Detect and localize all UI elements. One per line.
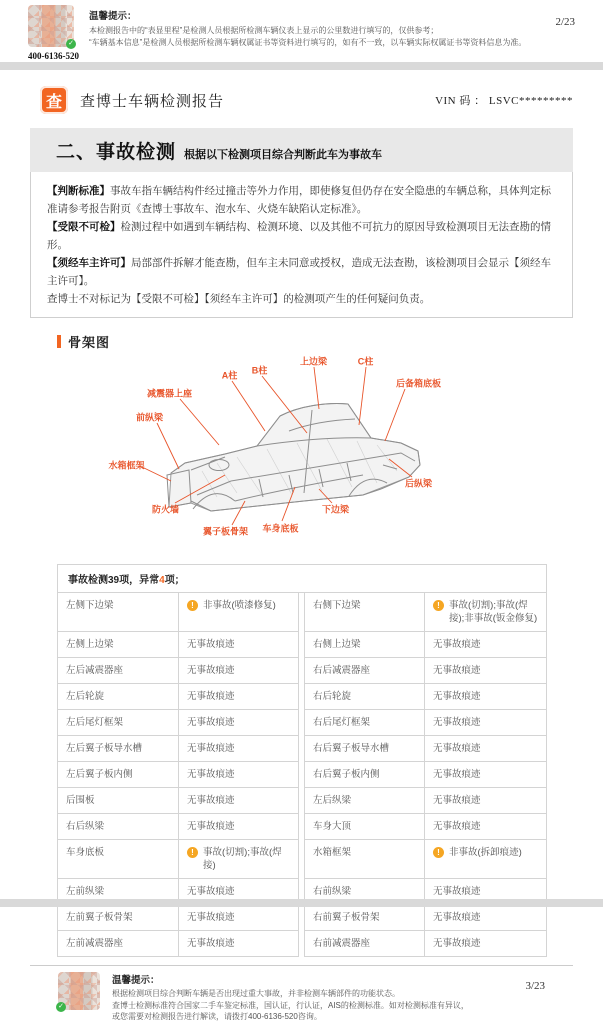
table-cell-item xyxy=(304,593,424,632)
table-row xyxy=(57,736,547,762)
table-cell-result xyxy=(178,788,299,814)
table-cell-item xyxy=(57,788,178,814)
diagram-label: 减震器上座 xyxy=(146,388,193,399)
cell-text: 左后减震器座 xyxy=(66,665,124,677)
table-cell-result xyxy=(424,788,547,814)
table-cell-item xyxy=(57,684,178,710)
cell-text: 右后翼子板导水槽 xyxy=(313,743,390,755)
abnormal-count: 4 xyxy=(159,575,165,587)
table-cell-item xyxy=(57,658,178,684)
table-cell-result xyxy=(178,814,299,840)
cell-text: 无事故痕迹 xyxy=(187,639,235,651)
table-cell-item xyxy=(304,658,424,684)
diagram-label: 水箱框架 xyxy=(108,460,145,471)
table-cell-result xyxy=(178,684,299,710)
table-cell-item xyxy=(304,762,424,788)
page-separator xyxy=(0,62,603,70)
cell-text: 无事故痕迹 xyxy=(433,912,481,924)
blurred-logo xyxy=(58,972,100,1010)
report-page xyxy=(0,86,603,1022)
tip-line: 查博士检测标准符合国家二手车鉴定标准，国认证，行认证，AIS的检测标准。如对检测标准有异议， xyxy=(112,1000,469,1010)
diagram-label: 前纵梁 xyxy=(135,412,164,423)
criteria-line: 【受限不可检】检测过程中如遇到车辆结构、检测环境、以及其他不可抗力的原因导致检测项目无法查勘的情形。 xyxy=(47,221,551,252)
cell-text: 无事故痕迹 xyxy=(187,743,235,755)
tip-line: “车辆基本信息”是检测人员根据所检测车辆权属证书等资料进行填写的，如有不一致，以车辆实际权属证书等资料信息为准。 xyxy=(89,37,527,47)
chaboshi-logo-icon: 查 xyxy=(40,86,68,114)
vin-code xyxy=(435,92,573,108)
blurred-logo xyxy=(28,5,74,47)
tip-title: 温馨提示： xyxy=(89,11,137,22)
page-number: 2/23 xyxy=(555,16,575,28)
table-cell-result xyxy=(424,658,547,684)
table-row xyxy=(57,931,547,957)
diagram-label: B柱 xyxy=(251,365,268,376)
cell-text: 无事故痕迹 xyxy=(433,886,481,898)
table-cell-item xyxy=(57,931,178,957)
diagram-label: A柱 xyxy=(221,370,238,381)
table-cell-item xyxy=(57,762,178,788)
table-row xyxy=(57,788,547,814)
accident-section xyxy=(30,128,573,318)
cell-text: 无事故痕迹 xyxy=(187,769,235,781)
table-cell-result xyxy=(424,905,547,931)
page-footer xyxy=(30,965,573,1022)
warning-icon: ! xyxy=(187,847,198,858)
table-cell-result xyxy=(424,632,547,658)
cell-text: 无事故痕迹 xyxy=(187,938,235,950)
cell-text: 右后轮旋 xyxy=(313,691,352,703)
section-titlebar xyxy=(30,128,573,172)
cell-text: 非事故(拆卸痕迹) xyxy=(449,847,522,859)
hotline-phone: 400-6136-520 xyxy=(28,51,79,61)
tip-title: 温馨提示： xyxy=(112,975,160,987)
table-cell-item xyxy=(304,632,424,658)
table-row xyxy=(57,593,547,632)
table-row xyxy=(57,840,547,879)
cell-text: 无事故痕迹 xyxy=(433,665,481,677)
table-cell-result xyxy=(178,840,299,879)
previous-page-footer xyxy=(0,0,603,62)
cell-text: 无事故痕迹 xyxy=(433,691,481,703)
tip-line: 或您需要对检测报告进行解读，请拨打400-6136-520咨询。 xyxy=(112,1011,322,1021)
table-cell-result xyxy=(424,762,547,788)
cell-text: 无事故痕迹 xyxy=(433,743,481,755)
diagram-label: 翼子板骨架 xyxy=(202,526,249,537)
cell-text: 水箱框架 xyxy=(313,847,352,859)
cell-text: 右前减震器座 xyxy=(313,938,371,950)
cell-text: 右后尾灯框架 xyxy=(313,717,371,729)
table-cell-result xyxy=(424,684,547,710)
cell-text: 左前减震器座 xyxy=(66,938,124,950)
cell-text: 右前纵梁 xyxy=(313,886,352,898)
page-number: 3/23 xyxy=(525,980,545,993)
diagram-label: 车身底板 xyxy=(262,523,299,534)
table-row xyxy=(57,684,547,710)
table-cell-result xyxy=(178,593,299,632)
cell-text: 左前翼子板骨架 xyxy=(66,912,133,924)
cell-text: 无事故痕迹 xyxy=(433,769,481,781)
table-cell-result xyxy=(178,762,299,788)
table-cell-item xyxy=(57,905,178,931)
cell-text: 左前纵梁 xyxy=(66,886,105,898)
table-cell-result xyxy=(424,736,547,762)
table-cell-result xyxy=(178,710,299,736)
diagram-label: C柱 xyxy=(357,356,374,367)
table-cell-item xyxy=(304,905,424,931)
table-row xyxy=(57,710,547,736)
table-cell-item xyxy=(304,931,424,957)
cell-text: 无事故痕迹 xyxy=(433,717,481,729)
vin-value: LSVC********* xyxy=(488,95,573,107)
cell-text: 车身底板 xyxy=(66,847,105,859)
table-cell-item xyxy=(304,814,424,840)
warning-icon: ! xyxy=(433,847,444,858)
cell-text: 无事故痕迹 xyxy=(187,717,235,729)
table-cell-result xyxy=(178,905,299,931)
report-title: 查博士车辆检测报告 xyxy=(80,92,225,110)
cell-text: 右侧上边梁 xyxy=(313,639,361,651)
table-cell-item xyxy=(57,593,178,632)
table-cell-item xyxy=(57,814,178,840)
table-cell-result xyxy=(424,840,547,879)
table-cell-item xyxy=(304,788,424,814)
cell-text: 无事故痕迹 xyxy=(187,691,235,703)
cell-text: 右后纵梁 xyxy=(66,821,105,833)
cell-text: 无事故痕迹 xyxy=(433,639,481,651)
tip-line: 本检测报告中的“表显里程”是检测人员根据所检测车辆仪表上显示的公里数进行填写的，仅供参考； xyxy=(89,26,439,35)
cell-text: 左侧上边梁 xyxy=(66,639,114,651)
table-cell-result xyxy=(178,736,299,762)
warning-icon: ! xyxy=(433,600,444,611)
table-row xyxy=(57,658,547,684)
table-cell-result xyxy=(178,931,299,957)
cell-text: 左侧下边梁 xyxy=(66,600,114,612)
cell-text: 无事故痕迹 xyxy=(433,821,481,833)
cell-text: 无事故痕迹 xyxy=(433,795,481,807)
table-cell-result xyxy=(424,814,547,840)
table-cell-result xyxy=(424,931,547,957)
heading-accent-bar xyxy=(57,335,61,348)
cell-text: 后围板 xyxy=(66,795,95,807)
table-cell-item xyxy=(57,840,178,879)
cell-text: 左后翼子板导水槽 xyxy=(66,743,143,755)
table-row xyxy=(57,905,547,931)
vin-label: VIN 码 ： xyxy=(435,95,486,107)
table-cell-item xyxy=(304,684,424,710)
criteria-line: 【判断标准】事故车指车辆结构件经过撞击等外力作用，即使修复但仍存在安全隐患的车辆总称，具体判定标准请参考报告附页《查博士事故车、泡水车、火烧车缺陷认定标准》。 xyxy=(47,185,551,216)
cell-text: 无事故痕迹 xyxy=(187,886,235,898)
report-header xyxy=(30,86,573,114)
cell-text: 无事故痕迹 xyxy=(187,821,235,833)
cell-text: 无事故痕迹 xyxy=(187,795,235,807)
tip-line: 根据检测项目综合判断车辆是否出现过重大事故，并非检测车辆部件的功能状态。 xyxy=(112,989,400,999)
table-row xyxy=(57,814,547,840)
cell-text: 事故(切割);事故(焊接) xyxy=(203,847,282,872)
diagram-label: 后纵梁 xyxy=(404,478,433,489)
criteria-line: 查博士不对标记为【受限不可检】【须经车主许可】的检测项产生的任何疑问负责。 xyxy=(47,293,431,306)
skeleton-diagram-heading: 骨架图 xyxy=(57,332,573,351)
diagram-label: 上边梁 xyxy=(299,356,328,367)
table-cell-item xyxy=(57,632,178,658)
table-cell-result xyxy=(178,632,299,658)
table-row xyxy=(57,762,547,788)
cell-text: 车身大顶 xyxy=(313,821,352,833)
cell-text: 右前翼子板骨架 xyxy=(313,912,380,924)
table-cell-item xyxy=(304,710,424,736)
verified-badge-icon: ✓ xyxy=(56,1002,66,1012)
cell-text: 事故(切割);事故(焊接);非事故(钣金修复) xyxy=(449,600,538,625)
criteria-box xyxy=(30,172,573,318)
cell-text: 右侧下边梁 xyxy=(313,600,361,612)
table-cell-result xyxy=(424,710,547,736)
table-cell-item xyxy=(57,710,178,736)
table-row xyxy=(57,632,547,658)
cell-text: 非事故(喷漆修复) xyxy=(203,600,276,612)
cell-text: 右后翼子板内侧 xyxy=(313,769,380,781)
cell-text: 无事故痕迹 xyxy=(187,912,235,924)
car-skeleton-diagram xyxy=(67,353,537,558)
diagram-label: 防火墙 xyxy=(151,504,180,515)
car-skeleton-svg xyxy=(67,353,537,558)
cell-text: 左后翼子板内侧 xyxy=(66,769,133,781)
diagram-label: 后备箱底板 xyxy=(395,378,442,389)
table-cell-item xyxy=(304,736,424,762)
warning-icon: ! xyxy=(187,600,198,611)
cell-text: 左后纵梁 xyxy=(313,795,352,807)
cell-text: 左后尾灯框架 xyxy=(66,717,124,729)
cell-text: 左后轮旋 xyxy=(66,691,105,703)
cell-text: 无事故痕迹 xyxy=(187,665,235,677)
accident-table-caption: 事故检测39项，异常4项； xyxy=(57,564,547,593)
table-cell-item xyxy=(304,840,424,879)
table-cell-item xyxy=(57,736,178,762)
table-cell-result xyxy=(178,658,299,684)
verified-badge-icon: ✓ xyxy=(66,39,76,49)
section-title: 二、事故检测 xyxy=(56,142,177,163)
criteria-line: 【须经车主许可】局部部件拆解才能查勘，但车主未同意或授权，造成无法查勘，该检测项目会显示【须经车主许可】。 xyxy=(47,257,551,288)
diagram-label: 下边梁 xyxy=(321,504,350,515)
page-separator xyxy=(0,899,603,907)
cell-text: 无事故痕迹 xyxy=(433,938,481,950)
table-cell-result xyxy=(424,593,547,632)
cell-text: 右后减震器座 xyxy=(313,665,371,677)
section-subtitle: 根据以下检测项目综合判断此车为事故车 xyxy=(184,149,383,161)
